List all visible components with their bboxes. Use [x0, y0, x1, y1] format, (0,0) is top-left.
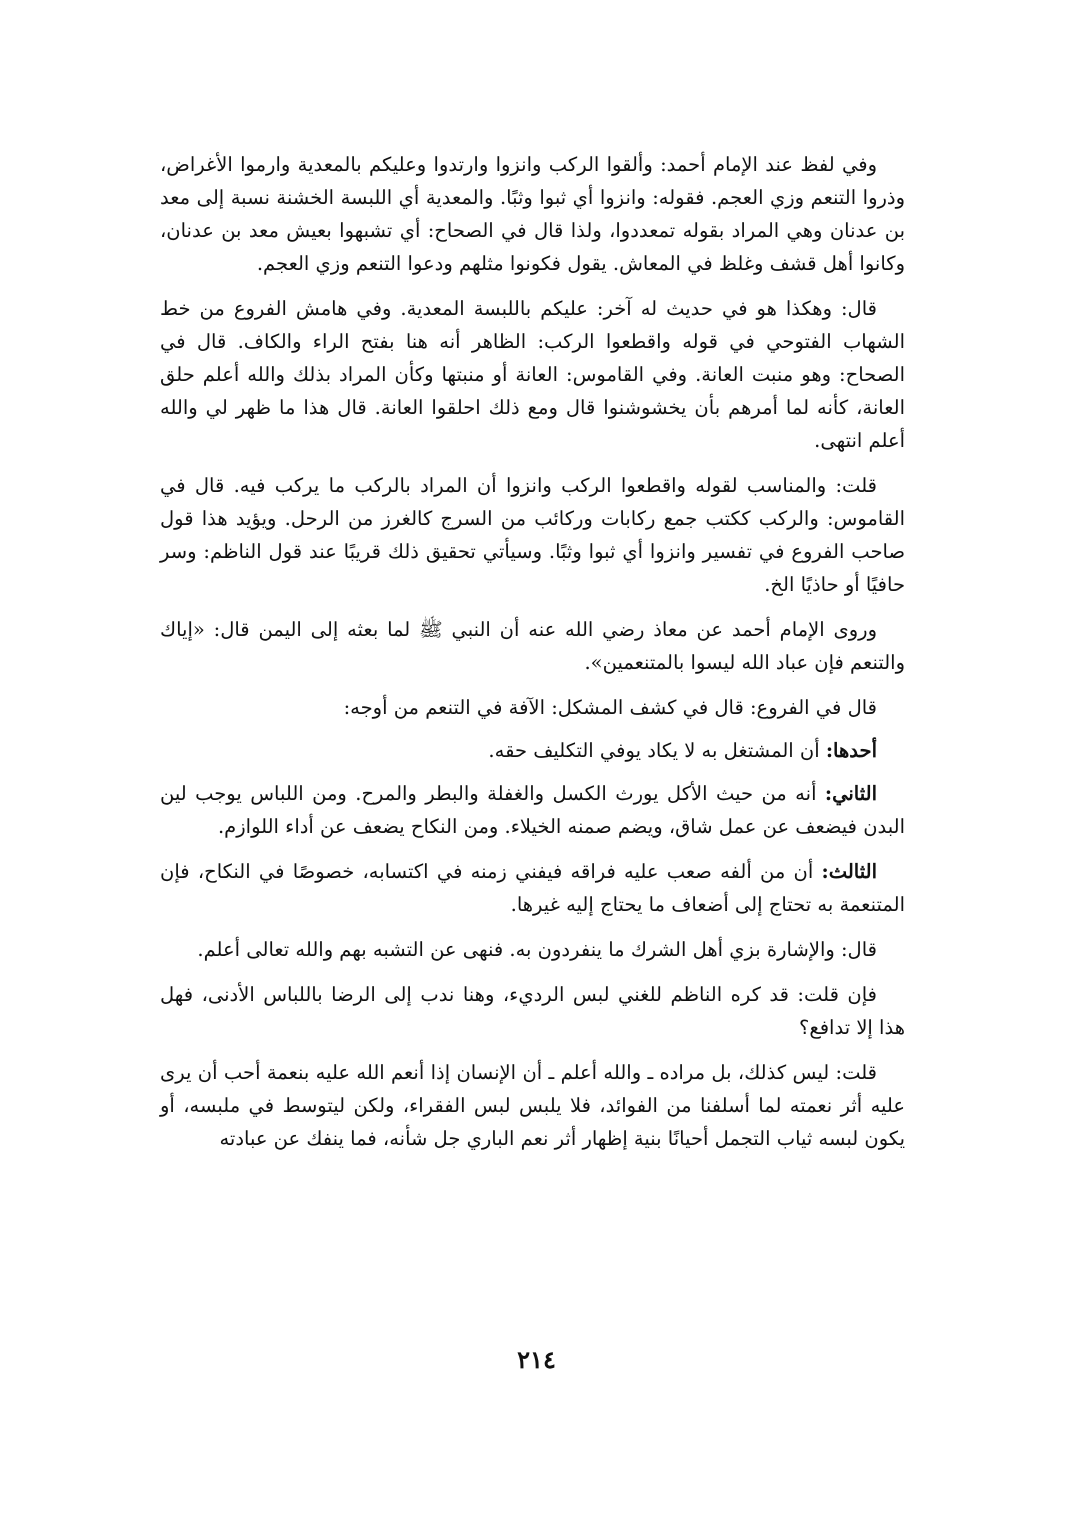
paragraph-1: وفي لفظ عند الإمام أحمد: وألقوا الركب وانزوا وارتدوا وعليكم بالمعدية وارموا الأغراض، وذروا التنعم وزي العجم. فقوله: وانزوا أي ثبوا وثبًا. والمعدية أي اللبسة الخشنة نسبة إلى معد بن عدنان وهي المراد بقوله تمعددوا، ولذا قال في الصحاح: أي تشبهوا بعيش معد بن عدنان، وكانوا أهل قشف وغلظ في المعاش. يقول فكونوا مثلهم ودعوا التنعم وزي العجم. [160, 153, 905, 275]
paragraph-first-aspect: أحدها: أن المشتغل به لا يكاد يوفي التكليف حقه. [488, 739, 877, 762]
paragraph-3: قلت: والمناسب لقوله واقطعوا الركب وانزوا أن المراد بالركب ما يركب فيه. قال في القاموس: والركب ككتب جمع ركابات وركائب من السرج كالغرز من الرحل. ويؤيد هذا قول صاحب الفروع في تفسير وانزوا أي ثبوا وثبًا. وسيأتي تحقيق ذلك قريبًا عند قول الناظم: وسر حافيًا أو حاذيًا الخ. [160, 474, 905, 596]
paragraph-second-aspect: الثاني: أنه من حيث الأكل يورث الكسل والغفلة والبطر والمرح. ومن اللباس يوجب لين البدن فيضعف عن عمل شاق، ويضم صمنه الخيلاء. ومن النكاح يضعف عن أداء اللوازم. [160, 782, 905, 838]
paragraph-11: قلت: ليس كذلك، بل مراده ـ والله أعلم ـ أن الإنسان إذا أنعم الله عليه بنعمة أحب أن يرى عليه أثر نعمته لما أسلفنا من الفوائد، فلا يلبس لبس الفقراء، ولكن ليتوسط في ملبسه، أو يكون لبسه ثياب التجمل أحيانًا بنية إظهار أثر نعم الباري جل شأنه، فما ينفك عن عبادته [160, 1061, 905, 1150]
paragraph-third-aspect: الثالث: أن من ألفه صعب عليه فراقه فيفني زمنه في اكتسابه، خصوصًا في النكاح، فإن المتنعمة به تحتاج إلى أضعاف ما يحتاج إليه غيرها. [160, 860, 905, 916]
paragraph-2: قال: وهكذا هو في حديث له آخر: عليكم باللبسة المعدية. وفي هامش الفروع من خط الشهاب الفتوحي في قوله واقطعوا الركب: الظاهر أنه هنا بفتح الراء والكاف. قال في الصحاح: وهو منبت العانة. وفي القاموس: العانة أو منبتها وكأن المراد بذلك والله أعلم حلق العانة، كأنه لما أمرهم بأن يخشوشنوا قال ومع ذلك احلقوا العانة. قال هذا ما ظهر لي والله أعلم انتهى. [160, 297, 905, 452]
paragraph-9: قال: والإشارة بزي أهل الشرك ما ينفردون به. فنهى عن التشبه بهم والله تعالى أعلم. [197, 938, 877, 961]
page-number: ٢١٤ [517, 1345, 556, 1374]
body-text [160, 148, 905, 1155]
paragraph-5: قال في الفروع: قال في كشف المشكل: الآفة في التنعم من أوجه: [343, 696, 877, 719]
paragraph-4: وروى الإمام أحمد عن معاذ رضي الله عنه أن النبي ﷺ لما بعثه إلى اليمن قال: «إياك والتنعم فإن عباد الله ليسوا بالمتنعمين». [160, 618, 905, 674]
paragraph-10: فإن قلت: قد كره الناظم للغني لبس الرديء، وهنا ندب إلى الرضا باللباس الأدنى، فهل هذا إلا تدافع؟ [160, 983, 905, 1039]
